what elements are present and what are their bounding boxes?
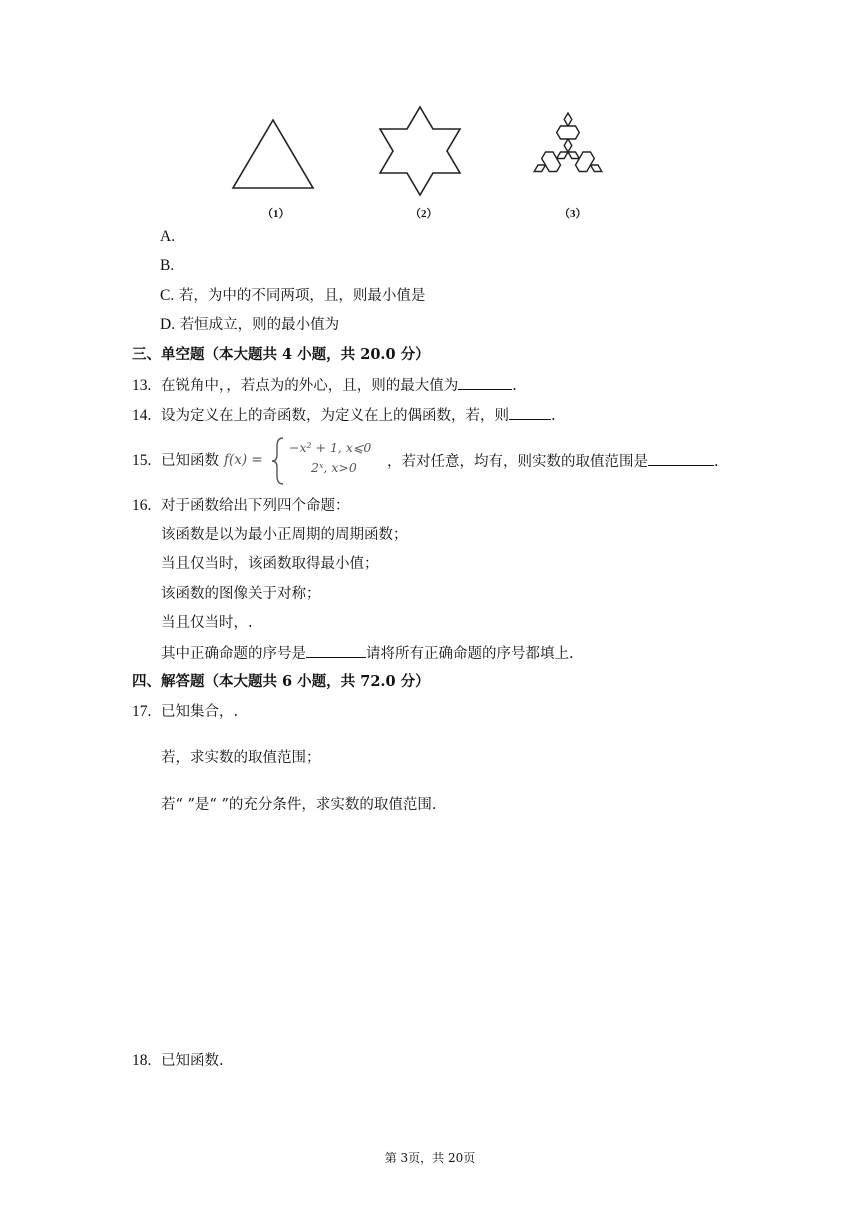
question-17 — [132, 702, 238, 722]
figure-label-3: （3） — [559, 208, 587, 220]
question-text-before: 已知函数 — [161, 453, 219, 469]
question-16 — [132, 496, 350, 516]
question-end: . — [714, 454, 719, 470]
question-17-part-1: 若，求实数的取值范围； — [161, 750, 321, 766]
option-label: B. — [160, 257, 175, 274]
function-case-1: −x² + 1, x⩽0 — [289, 440, 372, 455]
question-number: 16. — [132, 497, 152, 514]
section-4-title: 四、解答题（本大题共 6 小题，共 72.0 分） — [132, 673, 430, 690]
question-text: 已知函数. — [161, 1053, 224, 1069]
triangle-figure — [233, 120, 313, 188]
koch-figures — [0, 0, 860, 230]
question-text: 已知集合，. — [161, 704, 239, 720]
proposition-3: 该函数的图像关于对称； — [161, 586, 321, 602]
question-16-answer — [161, 643, 574, 664]
option-label: A. — [160, 228, 176, 245]
figure-label-1: （1） — [262, 208, 290, 220]
question-15-number — [132, 451, 219, 471]
option-label: D. — [160, 316, 176, 333]
option-a — [160, 227, 175, 247]
option-b — [160, 256, 174, 276]
answer-prompt: 其中正确命题的序号是 — [161, 646, 306, 662]
figure-label-2: （2） — [410, 208, 438, 220]
function-case-2: 2ˣ, x>0 — [311, 460, 357, 475]
section-3-title: 三、单空题（本大题共 4 小题，共 20.0 分） — [132, 346, 430, 363]
question-15-rest — [387, 451, 719, 472]
answer-blank — [306, 643, 366, 658]
function-name: f(x) = — [224, 452, 263, 468]
question-18 — [132, 1051, 224, 1071]
answer-instruction: 请将所有正确命题的序号都填上. — [366, 646, 574, 662]
koch-snowflake-figure — [534, 113, 602, 172]
answer-blank — [509, 405, 551, 420]
question-text: 在锐角中，，若点为的外心，且，则的最大值为 — [161, 378, 459, 394]
question-end: . — [512, 378, 517, 394]
question-number: 18. — [132, 1052, 152, 1069]
page-footer: 第 3页，共 20页 — [384, 1151, 476, 1165]
option-d — [160, 315, 339, 335]
option-c — [160, 286, 425, 306]
question-end: . — [551, 408, 556, 424]
question-13 — [132, 375, 517, 396]
proposition-4: 当且仅当时，. — [161, 615, 253, 631]
proposition-1: 该函数是以为最小正周期的周期函数； — [161, 527, 408, 543]
question-17-part-2: 若“ ”是“ ”的充分条件，求实数的取值范围. — [161, 797, 437, 813]
answer-blank — [648, 451, 714, 466]
question-text: 设为定义在上的奇函数，为定义在上的偶函数，若，则 — [161, 408, 509, 424]
question-number: 13. — [132, 377, 152, 394]
brace-icon — [271, 436, 285, 486]
proposition-2: 当且仅当时，该函数取得最小值； — [161, 556, 379, 572]
question-number: 17. — [132, 703, 152, 720]
option-text: 若恒成立，则的最小值为 — [179, 317, 340, 333]
question-number: 15. — [132, 452, 152, 469]
answer-blank — [458, 375, 512, 390]
question-text-after: ，若对任意，均有，则实数的取值范围是 — [387, 454, 648, 470]
question-text: 对于函数给出下列四个命题： — [161, 498, 350, 514]
question-number: 14. — [132, 407, 152, 424]
option-label: C. — [160, 287, 175, 304]
question-14 — [132, 405, 556, 426]
option-text: 若，为中的不同两项，且，则最小值是 — [178, 288, 426, 304]
hexagram-figure — [380, 107, 460, 195]
